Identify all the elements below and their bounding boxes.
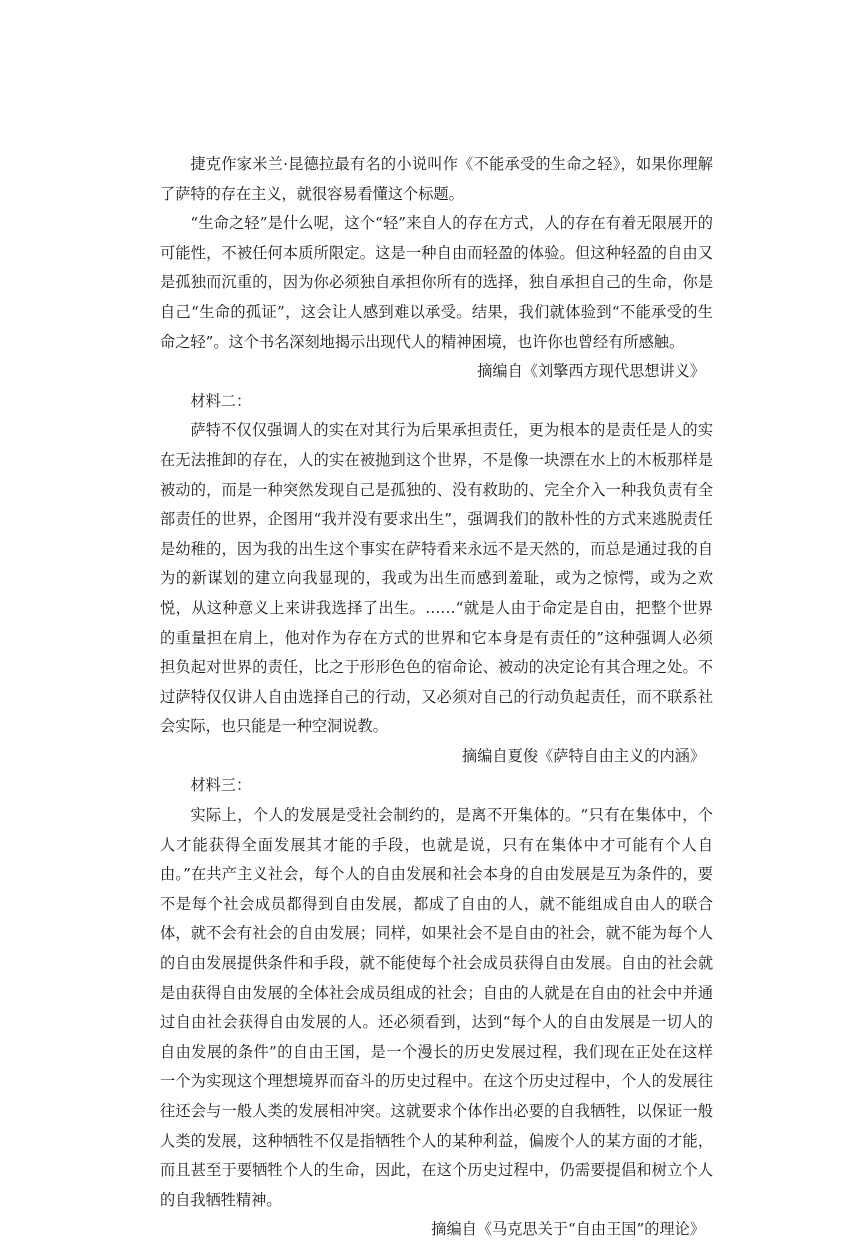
material-three-heading: 材料三： <box>190 776 252 795</box>
paragraph-lightness: “生命之轻”是什么呢，这个“轻”来自人的存在方式，人的存在有着无限展开的可能性，不被任何本质所限定。这是一种自由而轻盈的体验。但这种轻盈的自由又是孤独而沉重的，因为你必须独自承担你所有的选择，独自承担自己的生命，你是自己“生命的孤证”，这会让人感到难以承受。结果，我们就体验到“不能承受的生命之轻”。这个书名深刻地揭示出现代人的精神困境，也许你也曾经有所感触。 <box>160 214 713 351</box>
paragraph-sartre-responsibility: 萨特不仅仅强调人的实在对其行为后果承担责任，更为根本的是责任是人的实在无法推卸的存在，人的实在被抛到这个世界，不是像一块漂在水上的木板那样是被动的，而是一种突然发现自己是孤独的、没有救助的、完全介入一种我负责有全部责任的世界，企图用“我并没有要求出生”，强调我们的散朴性的方式来逃脱责任是幼稚的，因为我的出生这个事实在萨特看来永远不是天然的，而总是通过我的自为的新谋划的建立向我显现的，我或为出生而感到羞耻，或为之惊愕，或为之欢悦，从这种意义上来讲我选择了出生。……“就是人由于命定是自由，把整个世界的重量担在肩上，他对作为存在方式的世界和它本身是有责任的”这种强调人必须担负起对世界的责任，比之于形形色色的宿命论、被动的决定论有其合理之处。不过萨特仅仅讲人自由选择自己的行动，又必须对自己的行动负起责任，而不联系社会实际，也只能是一种空洞说教。 <box>160 421 713 736</box>
material-two-heading: 材料二： <box>190 391 252 410</box>
paragraph-marx-freedom: 实际上，个人的发展是受社会制约的，是离不开集体的。“只有在集体中，个人才能获得全面发展其才能的手段，也就是说，只有在集体中才可能有个人自由。”在共产主义社会，每个人的自由发展和社会本身的自由发展是互为条件的，要不是每个社会成员都得到自由发展，都成了自由的人，就不能组成自由人的联合体，就不会有社会的自由发展；同样，如果社会不是自由的社会，就不能为每个人的自由发展提供条件和手段，就不能使每个社会成员获得自由发展。自由的社会就是由获得自由发展的全体社会成员组成的社会；自由的人就是在自由的社会中并通过自由社会获得自由发展的人。还必须看到，达到“每个人的自由发展是一切人的自由发展的条件”的自由王国，是一个漫长的历史发展过程，我们现在正处在这样一个为实现这个理想境界而奋斗的历史过程中。在这个历史过程中，个人的发展往往还会与一般人类的发展相冲突。这就要求个体作出必要的自我牺牲，以保证一般人类的发展，这种牺牲不仅是指牺牲个人的某种利益，偏废个人的某方面的才能，而且甚至于要牺牲个人的生命，因此，在这个历史过程中，仍需要提倡和树立个人的自我牺牲精神。 <box>160 806 713 1209</box>
source-citation-1: 摘编自《刘擎西方现代思想讲义》 <box>477 362 705 381</box>
source-citation-3: 摘编自《马克思关于“自由王国”的理论》 <box>431 1220 705 1239</box>
document-body <box>160 150 713 1245</box>
source-citation-2: 摘编自夏俊《萨特自由主义的内涵》 <box>462 746 705 765</box>
paragraph-intro: 捷克作家米兰·昆德拉最有名的小说叫作《不能承受的生命之轻》，如果你理解了萨特的存在主义，就很容易看懂这个标题。 <box>160 155 713 203</box>
